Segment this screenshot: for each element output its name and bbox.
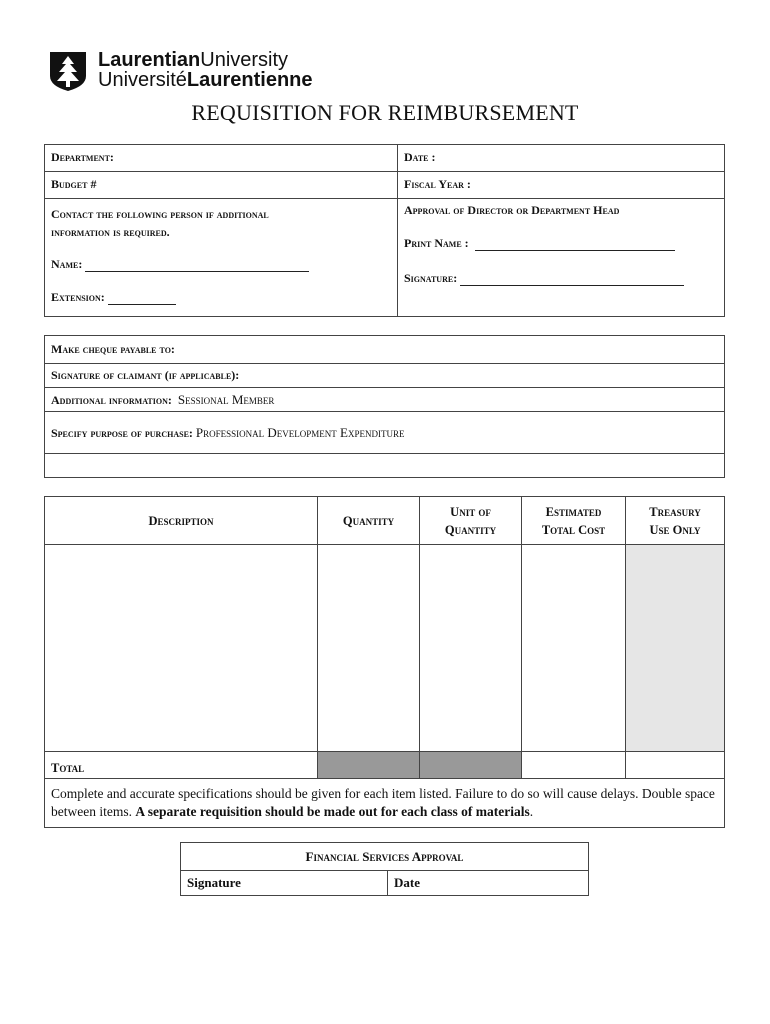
description-header-text: Description: [148, 513, 214, 528]
name-field[interactable]: [85, 259, 309, 272]
purpose-label: Specify purpose of purchase:: [51, 425, 193, 440]
purpose-value: Professional Development Expenditure: [195, 424, 405, 440]
treasury-body-cell: [626, 545, 725, 752]
instructions-text: Complete and accurate specifications should be given for each item listed. Failure to do so will cause delays. Double space between items.: [51, 786, 715, 819]
approval-date-label: Date: [394, 875, 420, 890]
print-name-field[interactable]: [475, 238, 675, 251]
items-table: [44, 496, 725, 828]
financial-approval-table: [180, 842, 589, 896]
cost-header-line1: Estimated: [545, 504, 602, 519]
blank-row[interactable]: [45, 454, 725, 478]
total-treasury-cell: [626, 752, 725, 779]
additional-info-value: Sessional Member: [177, 391, 275, 407]
cost-body-cell[interactable]: [522, 545, 626, 752]
additional-info-cell[interactable]: [45, 388, 725, 412]
instructions-end: .: [529, 804, 534, 819]
budget-cell[interactable]: [45, 172, 398, 199]
date-label: Date :: [404, 150, 436, 164]
description-header: [45, 497, 318, 545]
quantity-header-text: Quantity: [342, 513, 395, 528]
department-label: Department:: [51, 150, 114, 164]
claimant-signature-label: Signature of claimant (if applicable):: [51, 368, 240, 382]
extension-field[interactable]: [108, 292, 176, 305]
claimant-signature-cell[interactable]: [45, 364, 725, 388]
treasury-header-line2: Use Only: [649, 522, 701, 537]
purpose-cell[interactable]: [45, 412, 725, 454]
signature-label: Signature:: [404, 271, 458, 285]
extension-label: Extension:: [51, 290, 105, 304]
quantity-body-cell[interactable]: [318, 545, 420, 752]
fiscal-year-cell[interactable]: [398, 172, 725, 199]
treasury-header-line1: Treasury: [649, 504, 701, 519]
approval-label: Approval of Director or Department Head: [404, 203, 620, 217]
unit-of-quantity-header: [420, 497, 522, 545]
contact-cell: [45, 199, 398, 317]
page-title: REQUISITION FOR REIMBURSEMENT: [191, 100, 579, 125]
additional-info-label: Additional information:: [51, 392, 172, 407]
approval-date-cell[interactable]: [388, 871, 589, 896]
total-label-cell: [45, 752, 318, 779]
unit-header-line2: Quantity: [444, 522, 497, 537]
contact-text-1: Contact the following person if additional: [51, 207, 269, 221]
total-quantity-cell: [318, 752, 420, 779]
requester-info-table: [44, 144, 725, 317]
instructions-cell: [45, 779, 725, 828]
approval-signature-cell[interactable]: [181, 871, 388, 896]
total-unit-cell: [420, 752, 522, 779]
contact-text-2: information is required.: [51, 225, 170, 239]
department-cell[interactable]: [45, 145, 398, 172]
payment-info-table: [44, 335, 725, 478]
signature-field[interactable]: [460, 273, 684, 286]
cheque-label: Make cheque payable to:: [51, 342, 175, 356]
financial-approval-title-text: Financial Services Approval: [305, 848, 464, 864]
university-logo-icon: [48, 50, 88, 92]
logo-text-regular: University: [200, 49, 289, 71]
instructions-bold-text: A separate requisition should be made out for each class of materials: [135, 804, 530, 819]
date-cell[interactable]: [398, 145, 725, 172]
name-label: Name:: [51, 257, 83, 271]
approval-signature-label: Signature: [187, 875, 241, 890]
cost-header-line2: Total Cost: [541, 522, 606, 537]
cheque-payable-cell[interactable]: [45, 336, 725, 364]
logo-text-regular: Université: [98, 69, 187, 91]
fiscal-year-label: Fiscal Year :: [404, 177, 471, 191]
treasury-header: [626, 497, 725, 545]
logo-text-english: [98, 50, 288, 70]
quantity-header: [318, 497, 420, 545]
description-body-cell[interactable]: [45, 545, 318, 752]
unit-header-line1: Unit of: [450, 504, 491, 519]
unit-body-cell[interactable]: [420, 545, 522, 752]
total-cost-cell[interactable]: [522, 752, 626, 779]
budget-label: Budget #: [51, 177, 97, 191]
print-name-label: Print Name :: [404, 236, 469, 250]
logo-text-bold: Laurentian: [98, 49, 201, 71]
estimated-cost-header: [522, 497, 626, 545]
logo-text-french: [98, 70, 313, 90]
financial-approval-title: [181, 843, 589, 871]
logo-text-bold: Laurentienne: [186, 69, 313, 91]
total-label: Total: [51, 761, 85, 775]
approval-cell: [398, 199, 725, 317]
